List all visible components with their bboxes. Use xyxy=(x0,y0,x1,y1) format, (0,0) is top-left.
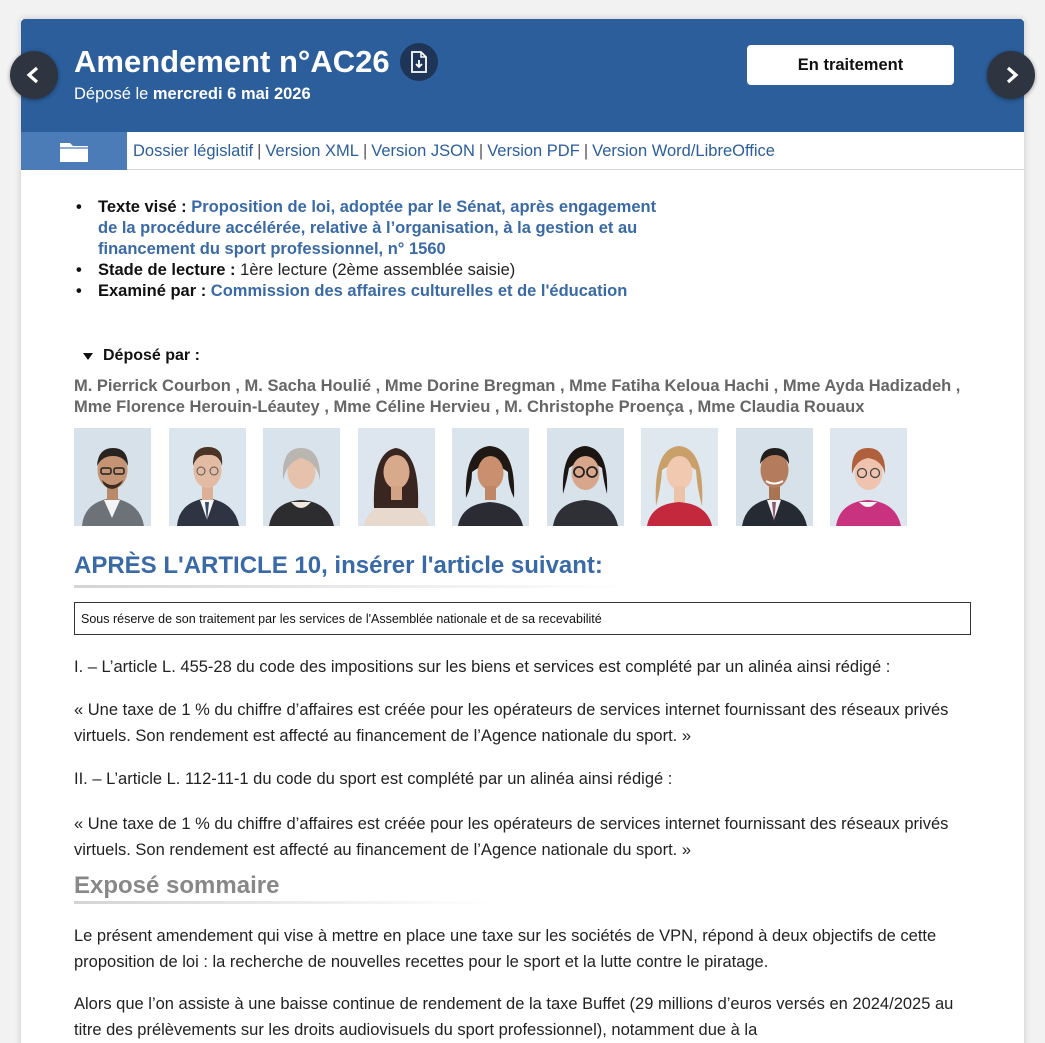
previous-amendment-button[interactable] xyxy=(10,51,58,99)
meta-examine-label: Examiné par : xyxy=(98,282,211,300)
amendment-metadata xyxy=(74,197,664,302)
deposit-date xyxy=(74,85,311,104)
amendment-header xyxy=(21,19,1024,132)
author-photo[interactable] xyxy=(830,428,907,526)
meta-examine-par xyxy=(74,281,664,302)
author-name[interactable]: M. Pierrick Courbon xyxy=(74,377,231,395)
meta-examine-link[interactable]: Commission des affaires culturelles et de l'éducation xyxy=(210,282,628,300)
author-name[interactable]: M. Sacha Houlié xyxy=(244,377,372,395)
link-separator: | xyxy=(257,141,262,160)
link-version-json[interactable]: Version JSON xyxy=(371,141,475,160)
link-separator: | xyxy=(362,141,368,160)
document-download-icon[interactable] xyxy=(400,43,438,81)
amendment-paragraph: « Une taxe de 1 % du chiffre d’affaires est créée pour les opérateurs de services internet fournissant des réseaux privés virtuels. Son rendement est affecté au financement de l’Agence nationale du sport. » xyxy=(74,815,949,859)
author-photo[interactable] xyxy=(169,428,246,526)
author-name[interactable]: M. Christophe Proença xyxy=(504,398,684,416)
version-links xyxy=(133,132,775,170)
author-name[interactable]: Mme Céline Hervieu xyxy=(333,398,491,416)
author-name[interactable]: Mme Ayda Hadizadeh xyxy=(782,377,952,395)
author-photo[interactable] xyxy=(74,428,151,526)
next-amendment-button[interactable] xyxy=(987,51,1035,99)
author-list: M. Pierrick Courbon , M. Sacha Houlié , Mme Dorine Bregman , Mme Fatiha Keloua Hachi , Mme Ayda Hadizadeh , Mme Florence Herouin-Léautey , Mme Céline Hervieu , M. Christophe Proença , Mme Claudia Rouaux xyxy=(74,377,961,416)
link-version-pdf[interactable]: Version PDF xyxy=(487,141,580,160)
amendment-heading: APRÈS L'ARTICLE 10, insérer l'article suivant: xyxy=(74,552,603,584)
caret-down-icon xyxy=(83,353,93,360)
title-row xyxy=(74,43,438,81)
meta-stade-label: Stade de lecture : xyxy=(98,261,241,279)
author-photo[interactable] xyxy=(452,428,529,526)
chevron-left-icon xyxy=(24,65,44,85)
expose-paragraph: Alors que l’on assiste à une baisse continue de rendement de la taxe Buffet (29 millions d’euros versés en 2024/2025 au titre des prélèvements sur les droits audiovisuels du sport professionnel), notamment due à la xyxy=(74,995,954,1039)
expose-paragraph: Le présent amendement qui vise à mettre en place une taxe sur les sociétés de VPN, répond à deux objectifs de cette proposition de loi : la recherche de nouvelles recettes pour le sport et la lutte contre le piratage. xyxy=(74,927,937,971)
chevron-right-icon xyxy=(1001,65,1021,85)
author-name[interactable]: Mme Claudia Rouaux xyxy=(697,398,865,416)
meta-texte-label: Texte visé : xyxy=(98,198,192,216)
status-button[interactable]: En traitement xyxy=(747,45,954,85)
expose-sommaire-heading: Exposé sommaire xyxy=(74,872,280,899)
depose-par-toggle[interactable] xyxy=(83,347,200,365)
depose-par-label: Déposé par : xyxy=(103,347,200,364)
author-photo[interactable] xyxy=(641,428,718,526)
meta-stade-value: 1ère lecture (2ème assemblée saisie) xyxy=(240,261,516,279)
amendment-paragraph: I. – L’article L. 455-28 du code des impositions sur les biens et services est complété par un alinéa ainsi rédigé : xyxy=(74,658,891,676)
meta-texte-link[interactable]: Proposition de loi, adoptée par le Sénat, après engagement de la procédure accélérée, relative à l’organisation, à la gestion et au financement du sport professionnel, n° 1560 xyxy=(98,198,657,258)
meta-texte-vise xyxy=(74,197,664,260)
link-version-xml[interactable]: Version XML xyxy=(265,141,359,160)
link-separator: | xyxy=(478,141,484,160)
author-photo[interactable] xyxy=(736,428,813,526)
amendment-card xyxy=(21,19,1024,1043)
author-name[interactable]: Mme Fatiha Keloua Hachi xyxy=(569,377,770,395)
author-photo[interactable] xyxy=(547,428,624,526)
document-links-bar xyxy=(21,132,1024,170)
deposit-date-prefix: Déposé le xyxy=(74,85,153,103)
amendment-paragraph: II. – L’article L. 112-11-1 du code du sport est complété par un alinéa ainsi rédigé : xyxy=(74,770,673,788)
page-title: Amendement n°AC26 xyxy=(74,44,390,79)
amendment-paragraph: « Une taxe de 1 % du chiffre d’affaires est créée pour les opérateurs de services internet fournissant des réseaux privés virtuels. Son rendement est affecté au financement de l’Agence nationale du sport. » xyxy=(74,701,949,745)
link-dossier-legislatif[interactable]: Dossier législatif xyxy=(133,141,254,160)
author-name[interactable]: Mme Florence Herouin-Léautey xyxy=(74,398,320,416)
link-separator: | xyxy=(583,141,589,160)
link-version-word[interactable]: Version Word/LibreOffice xyxy=(592,141,775,160)
author-photo[interactable] xyxy=(358,428,435,526)
deposit-date-value: mercredi 6 mai 2026 xyxy=(152,85,311,103)
author-photo[interactable] xyxy=(263,428,340,526)
recevabilite-notice: Sous réserve de son traitement par les services de l'Assemblée nationale et de sa recevabilité xyxy=(74,602,971,635)
meta-stade-lecture xyxy=(74,260,664,281)
folder-icon[interactable] xyxy=(21,132,127,170)
author-name[interactable]: Mme Dorine Bregman xyxy=(384,377,556,395)
